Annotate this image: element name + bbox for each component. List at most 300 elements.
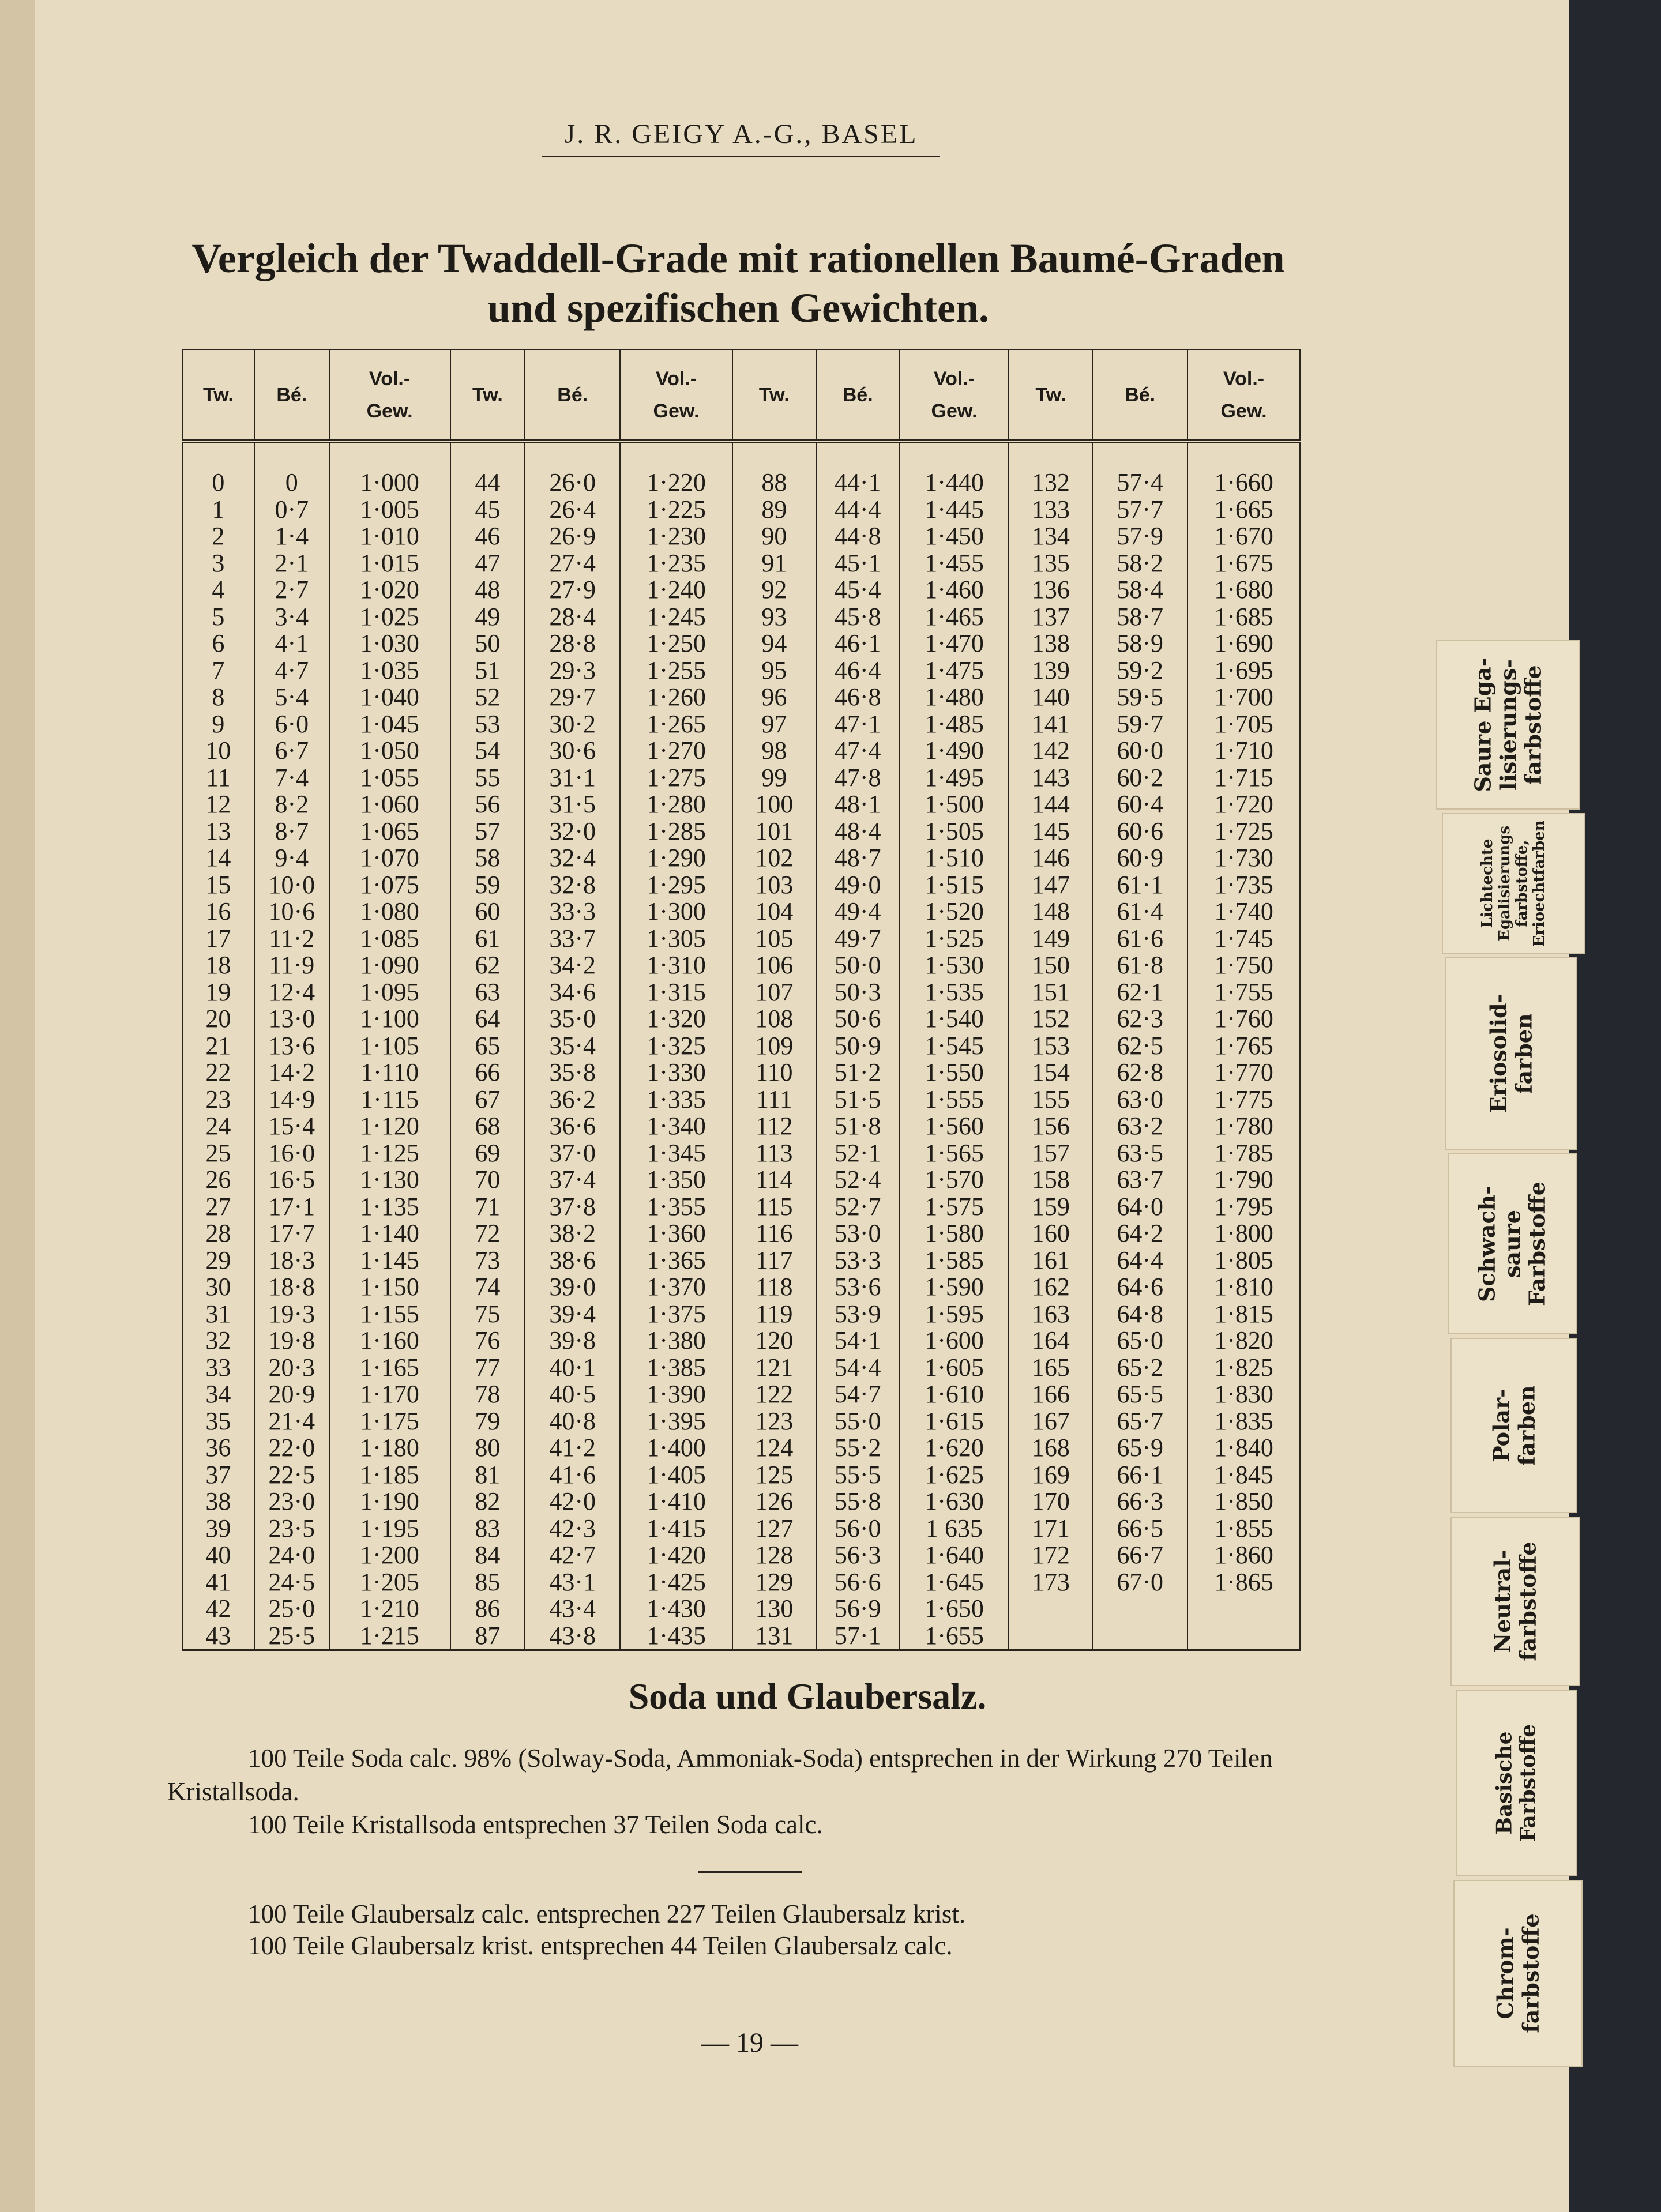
table-cell: 42·7 — [525, 1542, 620, 1569]
table-cell: 1·680 — [1187, 577, 1300, 604]
table-cell: 0 — [182, 469, 254, 496]
table-cell: 54·4 — [816, 1355, 900, 1382]
table-cell — [1009, 1596, 1092, 1623]
table-cell: 61·8 — [1092, 952, 1187, 979]
table-cell: 60 — [450, 898, 525, 926]
table-row — [182, 523, 1300, 550]
table-header — [182, 349, 1300, 441]
table-cell: 1·675 — [1187, 550, 1300, 577]
table-cell: 37·4 — [525, 1167, 620, 1194]
table-cell: 155 — [1009, 1086, 1092, 1113]
table-cell: 20·3 — [254, 1355, 329, 1382]
table-cell: 59·2 — [1092, 657, 1187, 684]
table-cell: 43·1 — [525, 1569, 620, 1596]
table-cell: 102 — [732, 845, 816, 872]
table-cell: 47·8 — [816, 765, 900, 792]
table-cell: 156 — [1009, 1113, 1092, 1140]
table-cell: 87 — [450, 1623, 525, 1650]
table-cell: 13·0 — [254, 1006, 329, 1033]
table-row — [182, 926, 1300, 953]
table-cell: 35·4 — [525, 1033, 620, 1060]
table-cell: 1·075 — [329, 872, 450, 899]
table-cell: 117 — [732, 1247, 816, 1274]
table-cell: 35·0 — [525, 1006, 620, 1033]
table-cell: 143 — [1009, 765, 1092, 792]
table-cell: 1·860 — [1187, 1542, 1300, 1569]
table-cell: 1·600 — [900, 1327, 1009, 1355]
table-cell: 65·5 — [1092, 1381, 1187, 1408]
table-cell: 1·535 — [900, 979, 1009, 1006]
table-row — [182, 1569, 1300, 1596]
table-cell: 30·2 — [525, 711, 620, 738]
table-cell: 31 — [182, 1301, 254, 1328]
table-cell: 112 — [732, 1113, 816, 1140]
table-cell: 27·4 — [525, 550, 620, 577]
table-cell: 56·0 — [816, 1515, 900, 1543]
table-cell: 1·625 — [900, 1462, 1009, 1489]
table-cell: 45·4 — [816, 577, 900, 604]
table-cell: 20 — [182, 1006, 254, 1033]
table-row — [182, 1596, 1300, 1623]
table-cell: 32·0 — [525, 818, 620, 845]
table-cell: 114 — [732, 1167, 816, 1194]
table-row — [182, 684, 1300, 711]
index-tab-label — [1486, 994, 1536, 1113]
table-cell: 1·470 — [900, 630, 1009, 657]
index-tab-label — [1474, 1182, 1550, 1306]
column-header-text: Vol.- — [1223, 367, 1265, 390]
table-cell: 11·2 — [254, 926, 329, 953]
table-row — [182, 1408, 1300, 1435]
twaddell-baume-table — [182, 349, 1301, 1651]
table-cell: 55·8 — [816, 1488, 900, 1515]
running-head: J. R. GEIGY A.-G., BASEL — [542, 118, 940, 157]
index-tab[interactable] — [1445, 957, 1577, 1150]
table-cell: 62 — [450, 952, 525, 979]
table-cell: 55·0 — [816, 1408, 900, 1435]
table-cell: 14·2 — [254, 1059, 329, 1086]
table-cell: 35 — [182, 1408, 254, 1435]
table-cell: 36·2 — [525, 1086, 620, 1113]
table-cell: 1·050 — [329, 738, 450, 765]
table-cell: 1·080 — [329, 898, 450, 926]
table-cell: 79 — [450, 1408, 525, 1435]
table-cell: 1·085 — [329, 926, 450, 953]
table-cell: 1·850 — [1187, 1488, 1300, 1515]
table-cell: 1·230 — [620, 523, 732, 550]
table-cell: 1·530 — [900, 952, 1009, 979]
table-row — [182, 496, 1300, 524]
table-cell: 137 — [1009, 604, 1092, 631]
table-cell: 16 — [182, 898, 254, 926]
table-cell: 1·770 — [1187, 1059, 1300, 1086]
table-cell: 8·2 — [254, 791, 329, 818]
table-cell: 54 — [450, 738, 525, 765]
table-cell: 59·5 — [1092, 684, 1187, 711]
table-cell: 1·585 — [900, 1247, 1009, 1274]
table-cell: 82 — [450, 1488, 525, 1515]
book-binding — [1569, 0, 1661, 2212]
table-cell: 128 — [732, 1542, 816, 1569]
table-cell: 101 — [732, 818, 816, 845]
column-header-text: Tw. — [472, 383, 503, 406]
table-cell: 1·130 — [329, 1167, 450, 1194]
table-row — [182, 1006, 1300, 1033]
table-cell: 149 — [1009, 926, 1092, 953]
table-cell: 1·820 — [1187, 1327, 1300, 1355]
table-row — [182, 469, 1300, 496]
index-tab-line: Farbstoffe — [1524, 1182, 1550, 1306]
table-cell: 1·620 — [900, 1435, 1009, 1462]
table-cell: 141 — [1009, 711, 1092, 738]
table-cell — [1092, 1596, 1187, 1623]
table-cell: 33·7 — [525, 926, 620, 953]
column-header-text: Vol.- — [369, 367, 411, 390]
table-cell: 1·135 — [329, 1194, 450, 1221]
table-cell: 48·7 — [816, 845, 900, 872]
column-header — [816, 349, 900, 441]
table-cell: 26 — [182, 1167, 254, 1194]
table-cell: 131 — [732, 1623, 816, 1650]
table-cell: 125 — [732, 1462, 816, 1489]
table-cell: 152 — [1009, 1006, 1092, 1033]
column-header-text: Bé. — [1125, 383, 1156, 406]
table-row — [182, 604, 1300, 631]
table-cell: 1·120 — [329, 1113, 450, 1140]
table-cell: 123 — [732, 1408, 816, 1435]
table-cell: 11 — [182, 765, 254, 792]
table-cell: 50·9 — [816, 1033, 900, 1060]
table-cell: 1·475 — [900, 657, 1009, 684]
table-cell: 1·595 — [900, 1301, 1009, 1328]
table-cell: 122 — [732, 1381, 816, 1408]
table-cell: 45·1 — [816, 550, 900, 577]
table-row — [182, 1086, 1300, 1113]
table-cell: 39 — [182, 1515, 254, 1543]
table-cell: 1·650 — [900, 1596, 1009, 1623]
table-cell: 39·0 — [525, 1274, 620, 1301]
table-cell: 1·445 — [900, 496, 1009, 524]
index-tab[interactable] — [1456, 1690, 1577, 1876]
table-cell: 54·7 — [816, 1381, 900, 1408]
table-cell: 40·1 — [525, 1355, 620, 1382]
table-cell: 1·205 — [329, 1569, 450, 1596]
table-cell: 1·545 — [900, 1033, 1009, 1060]
table-cell: 64·8 — [1092, 1301, 1187, 1328]
table-cell: 1·695 — [1187, 657, 1300, 684]
table-row — [182, 1140, 1300, 1167]
table-cell: 40·8 — [525, 1408, 620, 1435]
table-cell: 41 — [182, 1569, 254, 1596]
index-tab[interactable] — [1448, 1153, 1577, 1334]
table-cell: 48·4 — [816, 818, 900, 845]
table-cell: 3 — [182, 550, 254, 577]
table-cell: 62·1 — [1092, 979, 1187, 1006]
table-cell: 61·1 — [1092, 872, 1187, 899]
table-cell: 164 — [1009, 1327, 1092, 1355]
table-cell: 58·4 — [1092, 577, 1187, 604]
index-tab-label — [1493, 1724, 1540, 1842]
table-cell: 1·365 — [620, 1247, 732, 1274]
table-cell: 21 — [182, 1033, 254, 1060]
table-cell: 119 — [732, 1301, 816, 1328]
table-cell: 62·3 — [1092, 1006, 1187, 1033]
column-header-text: Gew. — [653, 400, 700, 422]
table-row — [182, 1167, 1300, 1194]
table-cell: 1·270 — [620, 738, 732, 765]
table-cell: 1·155 — [329, 1301, 450, 1328]
table-cell: 51·2 — [816, 1059, 900, 1086]
table-cell: 1·345 — [620, 1140, 732, 1167]
table-cell: 1·805 — [1187, 1247, 1300, 1274]
table-cell: 1·145 — [329, 1247, 450, 1274]
table-cell: 1·520 — [900, 898, 1009, 926]
table-cell: 37 — [182, 1462, 254, 1489]
spacer-cell — [525, 441, 620, 469]
table-cell: 22·0 — [254, 1435, 329, 1462]
column-header — [1009, 349, 1092, 441]
table-cell: 146 — [1009, 845, 1092, 872]
table-cell: 1·390 — [620, 1381, 732, 1408]
table-cell: 68 — [450, 1113, 525, 1140]
table-cell: 88 — [732, 469, 816, 496]
table-row — [182, 898, 1300, 926]
table-cell: 1·490 — [900, 738, 1009, 765]
table-cell: 53·9 — [816, 1301, 900, 1328]
table-cell: 1·265 — [620, 711, 732, 738]
index-tab[interactable] — [1450, 1338, 1577, 1513]
table-cell: 29·3 — [525, 657, 620, 684]
table-cell: 1·775 — [1187, 1086, 1300, 1113]
table-cell: 99 — [732, 765, 816, 792]
table-cell: 92 — [732, 577, 816, 604]
table-cell: 1·760 — [1187, 1006, 1300, 1033]
table-cell: 63·7 — [1092, 1167, 1187, 1194]
table-cell: 40·5 — [525, 1381, 620, 1408]
table-cell: 59 — [450, 872, 525, 899]
table-cell: 72 — [450, 1220, 525, 1247]
table-cell: 1·660 — [1187, 469, 1300, 496]
table-cell: 49·7 — [816, 926, 900, 953]
table-cell: 26·4 — [525, 496, 620, 524]
table-cell: 52·1 — [816, 1140, 900, 1167]
table-cell: 129 — [732, 1569, 816, 1596]
table-row — [182, 577, 1300, 604]
table-cell: 138 — [1009, 630, 1092, 657]
table-cell: 134 — [1009, 523, 1092, 550]
table-cell: 84 — [450, 1542, 525, 1569]
table-cell: 63·0 — [1092, 1086, 1187, 1113]
table-cell: 54·1 — [816, 1327, 900, 1355]
table-cell: 94 — [732, 630, 816, 657]
table-cell: 6·0 — [254, 711, 329, 738]
table-cell: 1·615 — [900, 1408, 1009, 1435]
section-title-soda: Soda und Glaubersalz. — [628, 1676, 987, 1717]
table-cell: 1·225 — [620, 496, 732, 524]
table-cell: 50 — [450, 630, 525, 657]
table-cell: 67·0 — [1092, 1569, 1187, 1596]
table-cell: 27 — [182, 1194, 254, 1221]
index-tab[interactable] — [1442, 813, 1585, 954]
table-cell: 66 — [450, 1059, 525, 1086]
table-row — [182, 550, 1300, 577]
table-cell: 36 — [182, 1435, 254, 1462]
table-cell: 60·2 — [1092, 765, 1187, 792]
table-cell: 66·5 — [1092, 1515, 1187, 1543]
table-cell: 53·3 — [816, 1247, 900, 1274]
index-tab-line: farbstoffe — [1520, 665, 1546, 785]
table-cell: 6·7 — [254, 738, 329, 765]
title-line-1: Vergleich der Twaddell-Grade mit rationellen Baumé-Graden — [191, 235, 1285, 281]
index-tab-line: Schwach- — [1474, 1185, 1500, 1303]
table-cell: 1·245 — [620, 604, 732, 631]
paragraph-glaubersalz-2: 100 Teile Glaubersalz krist. entsprechen 44 Teilen Glaubersalz calc. — [248, 1931, 953, 1960]
table-cell: 12·4 — [254, 979, 329, 1006]
table-cell: 62·5 — [1092, 1033, 1187, 1060]
table-cell: 0 — [254, 469, 329, 496]
table-cell: 26·9 — [525, 523, 620, 550]
table-cell: 95 — [732, 657, 816, 684]
table-cell: 14·9 — [254, 1086, 329, 1113]
table-cell: 1·570 — [900, 1167, 1009, 1194]
table-cell: 1·295 — [620, 872, 732, 899]
paragraph-soda-1: 100 Teile Soda calc. 98% (Solway-Soda, Ammoniak-Soda) entsprechen in der Wirkung 270 Teilen Kristallsoda. — [167, 1744, 1273, 1806]
table-cell: 1·355 — [620, 1194, 732, 1221]
table-cell: 106 — [732, 952, 816, 979]
table-row — [182, 845, 1300, 872]
table-cell: 66·1 — [1092, 1462, 1187, 1489]
table-cell: 66·7 — [1092, 1542, 1187, 1569]
column-header — [450, 349, 525, 441]
table-cell: 1·125 — [329, 1140, 450, 1167]
table-cell: 1·745 — [1187, 926, 1300, 953]
index-tab[interactable] — [1450, 1517, 1580, 1686]
table-cell: 1·090 — [329, 952, 450, 979]
table-cell: 1·525 — [900, 926, 1009, 953]
table-row — [182, 818, 1300, 845]
table-cell: 23 — [182, 1086, 254, 1113]
table-cell: 1·190 — [329, 1488, 450, 1515]
table-cell: 41·6 — [525, 1462, 620, 1489]
index-tab-line: farbstoffe — [1517, 1913, 1543, 2033]
table-cell: 69 — [450, 1140, 525, 1167]
table-cell — [1092, 1623, 1187, 1650]
table-cell: 1·505 — [900, 818, 1009, 845]
table-cell: 1·160 — [329, 1327, 450, 1355]
table-cell: 165 — [1009, 1355, 1092, 1382]
table-cell: 1·310 — [620, 952, 732, 979]
table-cell — [1009, 1623, 1092, 1650]
table-cell: 161 — [1009, 1247, 1092, 1274]
table-cell: 12 — [182, 791, 254, 818]
table-cell: 1·565 — [900, 1140, 1009, 1167]
table-cell: 70 — [450, 1167, 525, 1194]
table-cell: 25·5 — [254, 1623, 329, 1650]
table-cell: 1·260 — [620, 684, 732, 711]
index-tab[interactable] — [1436, 640, 1580, 810]
table-cell: 157 — [1009, 1140, 1092, 1167]
column-header-text: Vol.- — [655, 367, 697, 390]
table-cell: 1·420 — [620, 1542, 732, 1569]
table-cell: 1·790 — [1187, 1167, 1300, 1194]
table-cell: 41·2 — [525, 1435, 620, 1462]
table-cell: 29 — [182, 1247, 254, 1274]
table-row — [182, 1542, 1300, 1569]
table-cell: 1·255 — [620, 657, 732, 684]
index-tab-line: farben — [1513, 1385, 1539, 1466]
column-header — [525, 349, 620, 441]
table-cell: 1·725 — [1187, 818, 1300, 845]
table-cell: 89 — [732, 496, 816, 524]
table-cell: 1·360 — [620, 1220, 732, 1247]
table-row — [182, 872, 1300, 899]
table-cell: 1·010 — [329, 523, 450, 550]
table-cell: 1·430 — [620, 1596, 732, 1623]
table-row — [182, 765, 1300, 792]
table-cell: 10 — [182, 738, 254, 765]
table-spacer-row — [182, 441, 1300, 469]
spacer-cell — [182, 441, 254, 469]
table-cell: 1·605 — [900, 1355, 1009, 1382]
table-cell: 135 — [1009, 550, 1092, 577]
table-cell: 44·1 — [816, 469, 900, 496]
table-cell: 1·185 — [329, 1462, 450, 1489]
table-cell: 1·865 — [1187, 1569, 1300, 1596]
table-cell: 9 — [182, 711, 254, 738]
table-cell: 62·8 — [1092, 1059, 1187, 1086]
table-cell: 98 — [732, 738, 816, 765]
index-tab-label — [1493, 1913, 1543, 2033]
table-cell: 1·840 — [1187, 1435, 1300, 1462]
table-cell: 61·6 — [1092, 926, 1187, 953]
table-cell: 1·645 — [900, 1569, 1009, 1596]
table-cell: 52·7 — [816, 1194, 900, 1221]
table-cell: 24·5 — [254, 1569, 329, 1596]
table-cell: 169 — [1009, 1462, 1092, 1489]
table-cell: 1·320 — [620, 1006, 732, 1033]
column-header — [182, 349, 254, 441]
table-row — [182, 1274, 1300, 1301]
table-cell: 58 — [450, 845, 525, 872]
table-cell: 132 — [1009, 469, 1092, 496]
table-cell: 1·340 — [620, 1113, 732, 1140]
table-cell: 28 — [182, 1220, 254, 1247]
table-cell: 65·0 — [1092, 1327, 1187, 1355]
table-row — [182, 791, 1300, 818]
table-cell: 1·515 — [900, 872, 1009, 899]
paragraph-glaubersalz-1: 100 Teile Glaubersalz calc. entsprechen 227 Teilen Glaubersalz krist. — [248, 1899, 966, 1928]
table-cell: 19·3 — [254, 1301, 329, 1328]
table-cell: 22·5 — [254, 1462, 329, 1489]
table-row — [182, 1247, 1300, 1274]
table-cell: 27·9 — [525, 577, 620, 604]
table-row — [182, 711, 1300, 738]
table-cell: 73 — [450, 1247, 525, 1274]
index-tab[interactable] — [1453, 1880, 1583, 2067]
table-cell: 15·4 — [254, 1113, 329, 1140]
table-cell: 57·7 — [1092, 496, 1187, 524]
table-cell: 42·0 — [525, 1488, 620, 1515]
index-tab-line: Lichtechte — [1478, 838, 1496, 928]
table-cell: 21·4 — [254, 1408, 329, 1435]
table-cell: 1·335 — [620, 1086, 732, 1113]
table-cell: 28·4 — [525, 604, 620, 631]
table-cell: 43·8 — [525, 1623, 620, 1650]
title-line-2: und spezifischen Gewichten. — [487, 285, 990, 331]
table-cell: 109 — [732, 1033, 816, 1060]
page-gutter — [0, 0, 35, 2212]
table-cell: 6 — [182, 630, 254, 657]
